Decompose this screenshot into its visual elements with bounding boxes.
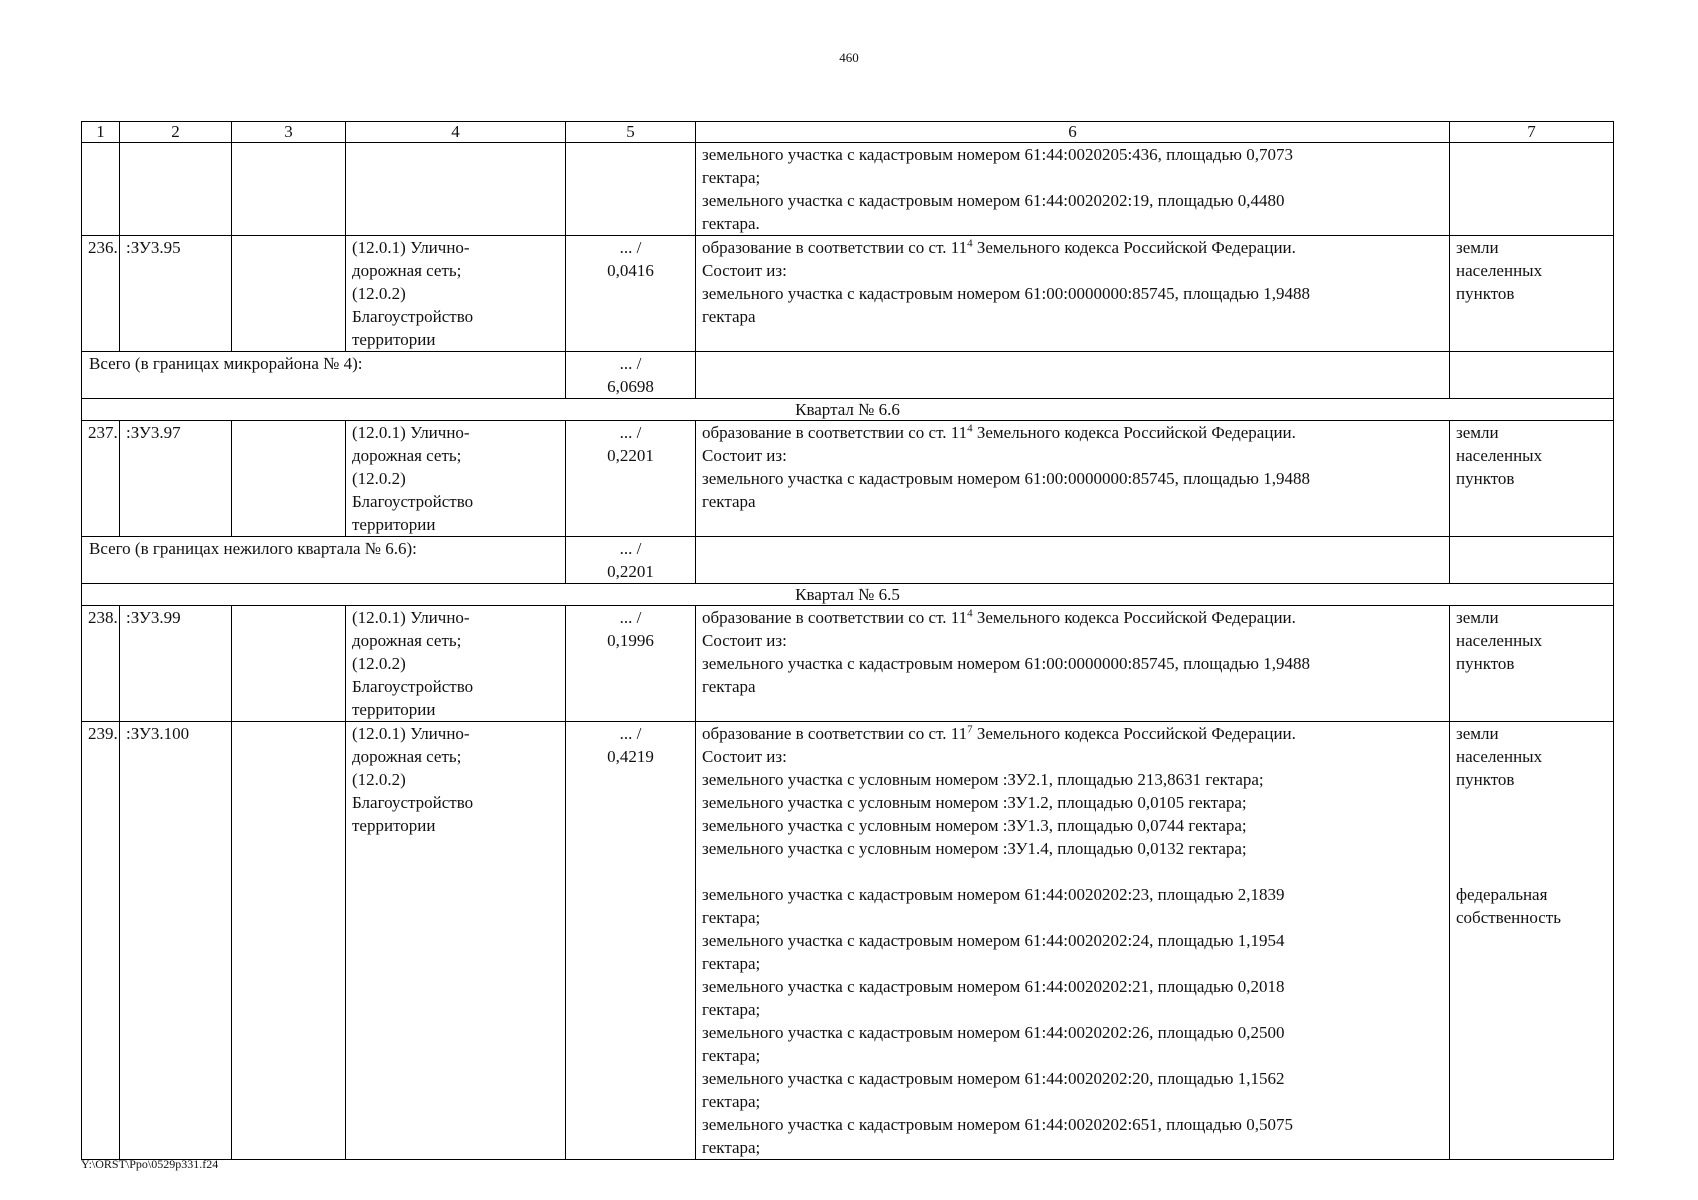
plot-description — [696, 722, 1450, 1160]
text-line: ... / — [619, 724, 642, 743]
text-line: дорожная сеть; — [352, 631, 462, 650]
description-intro — [702, 421, 1443, 444]
col3-cell — [232, 421, 346, 537]
article-superscript: 7 — [967, 723, 973, 736]
total-label: Всего (в границах нежилого квартала № 6.6): — [82, 537, 566, 584]
article-superscript: 4 — [967, 237, 973, 250]
plot-description — [696, 143, 1450, 236]
text-line: 0,2201 — [607, 562, 654, 581]
description-intro — [702, 722, 1443, 745]
text-line: земли — [1456, 724, 1499, 743]
text-line: земельного участка с кадастровым номером 61:00:0000000:85745, площадью 1,9488 — [702, 284, 1310, 303]
text-line: пунктов — [1456, 284, 1515, 303]
text-line: земли — [1456, 423, 1499, 442]
permitted-use — [346, 606, 566, 722]
text-line: (12.0.1) Улично- — [352, 724, 470, 743]
row-number: 239. — [82, 722, 120, 1160]
land-category — [1450, 421, 1614, 537]
text-line: ... / — [619, 423, 642, 442]
text-line: гектара; — [702, 1092, 761, 1111]
description-intro — [702, 236, 1443, 259]
text-line: пунктов — [1456, 654, 1515, 673]
quarter-heading: Квартал № 6.6 — [82, 399, 1614, 421]
table-row — [82, 143, 1614, 236]
intro-text: образование в соответствии со ст. 11 — [702, 724, 968, 743]
article-superscript: 4 — [967, 607, 973, 620]
header-cell: 3 — [232, 122, 346, 143]
text-line: Благоустройство — [352, 677, 474, 696]
text-line: земли — [1456, 608, 1499, 627]
table-row — [82, 606, 1614, 722]
text-line: населенных — [1456, 747, 1543, 766]
text-line: 0,4219 — [607, 747, 654, 766]
text-line: территории — [352, 515, 436, 534]
spacer — [702, 860, 1443, 883]
text-line: земельного участка с кадастровым номером 61:44:0020202:651, площадью 0,5075 — [702, 1115, 1293, 1134]
header-cell: 6 — [696, 122, 1450, 143]
text-line: гектара — [702, 677, 756, 696]
intro-text: образование в соответствии со ст. 11 — [702, 423, 968, 442]
text-line: ... / — [619, 539, 642, 558]
quarter-heading: Квартал № 6.5 — [82, 584, 1614, 606]
plot-description — [696, 236, 1450, 352]
permitted-use — [346, 421, 566, 537]
text-line: Благоустройство — [352, 492, 474, 511]
text-line: земельного участка с кадастровым номером 61:44:0020205:436, площадью 0,7073 — [702, 145, 1293, 164]
text-line: Состоит из: — [702, 631, 787, 650]
col3-cell — [232, 722, 346, 1160]
file-path: Y:\ORST\Ppo\0529p331.f24 — [81, 1157, 219, 1171]
text-line: Благоустройство — [352, 307, 474, 326]
text-line: (12.0.1) Улично- — [352, 423, 470, 442]
text-line: (12.0.2) — [352, 284, 406, 303]
quarter-heading-row — [82, 399, 1614, 421]
text-line: территории — [352, 700, 436, 719]
land-category — [1450, 143, 1614, 236]
text-line: гектара; — [702, 908, 761, 927]
plot-description — [696, 421, 1450, 537]
total-area — [566, 537, 696, 584]
text-line: гектара; — [702, 1046, 761, 1065]
land-category — [1450, 722, 1614, 1160]
plot-area — [566, 236, 696, 352]
text-line: федеральная — [1456, 885, 1548, 904]
text-line: 0,1996 — [607, 631, 654, 650]
empty-cell — [1450, 537, 1614, 584]
plot-id: :ЗУ3.99 — [120, 606, 232, 722]
description-intro — [702, 606, 1443, 629]
text-line: территории — [352, 330, 436, 349]
quarter-heading-row — [82, 584, 1614, 606]
row-number: 237. — [82, 421, 120, 537]
text-line: земли — [1456, 238, 1499, 257]
header-cell: 7 — [1450, 122, 1614, 143]
intro-text: Земельного кодекса Российской Федерации. — [972, 423, 1296, 442]
text-line: гектара; — [702, 1000, 761, 1019]
text-line: 0,2201 — [607, 446, 654, 465]
text-line: гектара — [702, 492, 756, 511]
text-line: населенных — [1456, 446, 1543, 465]
text-line: (12.0.2) — [352, 654, 406, 673]
intro-text: Земельного кодекса Российской Федерации. — [972, 608, 1296, 627]
total-label: Всего (в границах микрорайона № 4): — [82, 352, 566, 399]
col3-cell — [232, 236, 346, 352]
plot-description — [696, 606, 1450, 722]
header-cell: 2 — [120, 122, 232, 143]
text-line: гектара; — [702, 954, 761, 973]
intro-text: Земельного кодекса Российской Федерации. — [972, 724, 1296, 743]
text-line: ... / — [619, 238, 642, 257]
table-row — [82, 421, 1614, 537]
plot-id — [120, 143, 232, 236]
text-line: земельного участка с кадастровым номером 61:44:0020202:24, площадью 1,1954 — [702, 931, 1285, 950]
plot-area — [566, 143, 696, 236]
text-line: Состоит из: — [702, 747, 787, 766]
text-line: земельного участка с кадастровым номером 61:44:0020202:20, площадью 1,1562 — [702, 1069, 1285, 1088]
col3-cell — [232, 143, 346, 236]
text-line: 6,0698 — [607, 377, 654, 396]
text-line: земельного участка с кадастровым номером 61:00:0000000:85745, площадью 1,9488 — [702, 469, 1310, 488]
text-line: ... / — [619, 608, 642, 627]
header-cell: 4 — [346, 122, 566, 143]
text-line: земельного участка с кадастровым номером 61:44:0020202:21, площадью 0,2018 — [702, 977, 1285, 996]
text-line: населенных — [1456, 261, 1543, 280]
text-line: гектара; — [702, 168, 761, 187]
text-line: гектара — [702, 307, 756, 326]
text-line: 0,0416 — [607, 261, 654, 280]
table-row — [82, 236, 1614, 352]
text-line: Состоит из: — [702, 261, 787, 280]
permitted-use — [346, 143, 566, 236]
plot-area — [566, 606, 696, 722]
plot-area — [566, 722, 696, 1160]
text-line: населенных — [1456, 631, 1543, 650]
text-line: территории — [352, 816, 436, 835]
spacer — [1456, 791, 1607, 883]
plot-area — [566, 421, 696, 537]
text-line: земельного участка с кадастровым номером 61:44:0020202:23, площадью 2,1839 — [702, 885, 1285, 904]
header-cell: 1 — [82, 122, 120, 143]
page-number: 460 — [839, 50, 859, 65]
empty-cell — [696, 537, 1450, 584]
row-number: 238. — [82, 606, 120, 722]
text-line: собственность — [1456, 908, 1561, 927]
header-cell: 5 — [566, 122, 696, 143]
empty-cell — [1450, 352, 1614, 399]
empty-cell — [696, 352, 1450, 399]
permitted-use — [346, 236, 566, 352]
text-line: земельного участка с кадастровым номером 61:44:0020202:19, площадью 0,4480 — [702, 191, 1285, 210]
text-line: дорожная сеть; — [352, 446, 462, 465]
text-line: земельного участка с условным номером :ЗУ1.3, площадью 0,0744 гектара; — [702, 816, 1247, 835]
table-row — [82, 722, 1614, 1160]
total-row — [82, 537, 1614, 584]
plot-id: :ЗУ3.97 — [120, 421, 232, 537]
text-line: (12.0.1) Улично- — [352, 608, 470, 627]
row-number — [82, 143, 120, 236]
total-row — [82, 352, 1614, 399]
text-line: Благоустройство — [352, 793, 474, 812]
total-area — [566, 352, 696, 399]
intro-text: образование в соответствии со ст. 11 — [702, 608, 968, 627]
text-line: (12.0.2) — [352, 469, 406, 488]
plot-id: :ЗУ3.95 — [120, 236, 232, 352]
text-line: земельного участка с условным номером :ЗУ1.4, площадью 0,0132 гектара; — [702, 839, 1247, 858]
text-line: (12.0.1) Улично- — [352, 238, 470, 257]
text-line: дорожная сеть; — [352, 747, 462, 766]
text-line: земельного участка с условным номером :ЗУ1.2, площадью 0,0105 гектара; — [702, 793, 1247, 812]
permitted-use — [346, 722, 566, 1160]
text-line: пунктов — [1456, 770, 1515, 789]
intro-text: образование в соответствии со ст. 11 — [702, 238, 968, 257]
text-line: ... / — [619, 354, 642, 373]
land-category — [1450, 236, 1614, 352]
text-line: пунктов — [1456, 469, 1515, 488]
article-superscript: 4 — [967, 422, 973, 435]
row-number: 236. — [82, 236, 120, 352]
text-line: гектара; — [702, 1138, 761, 1157]
intro-text: Земельного кодекса Российской Федерации. — [972, 238, 1296, 257]
text-line: земельного участка с кадастровым номером 61:00:0000000:85745, площадью 1,9488 — [702, 654, 1310, 673]
plot-id: :ЗУ3.100 — [120, 722, 232, 1160]
text-line: дорожная сеть; — [352, 261, 462, 280]
text-line: гектара. — [702, 214, 760, 233]
land-category — [1450, 606, 1614, 722]
text-line: земельного участка с кадастровым номером 61:44:0020202:26, площадью 0,2500 — [702, 1023, 1285, 1042]
text-line: земельного участка с условным номером :ЗУ2.1, площадью 213,8631 гектара; — [702, 770, 1264, 789]
header-row — [82, 122, 1614, 143]
text-line: Состоит из: — [702, 446, 787, 465]
land-plots-table — [81, 121, 1614, 1160]
text-line: (12.0.2) — [352, 770, 406, 789]
col3-cell — [232, 606, 346, 722]
